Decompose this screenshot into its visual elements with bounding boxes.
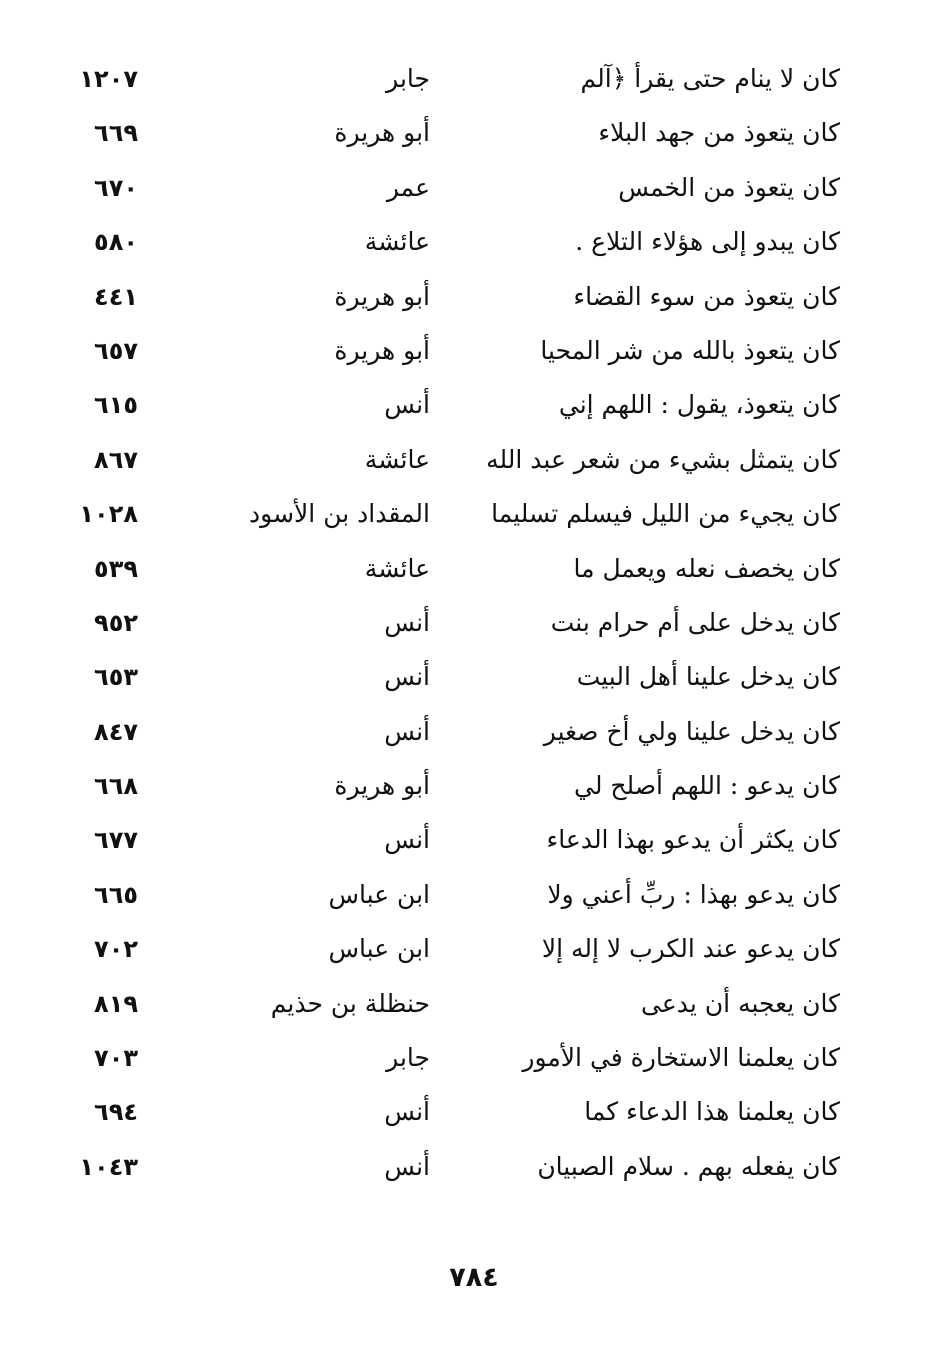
index-row bbox=[40, 270, 870, 324]
page-reference: ٦٧٠ bbox=[94, 173, 138, 202]
page-reference: ٤٤١ bbox=[94, 282, 138, 311]
hadith-text: كان يعجبه أن يدعى bbox=[641, 988, 840, 1018]
index-row bbox=[40, 1085, 870, 1139]
page-reference: ٦٦٥ bbox=[94, 880, 138, 909]
index-row bbox=[40, 813, 870, 867]
hadith-text: كان يكثر أن يدعو بهذا الدعاء bbox=[546, 825, 840, 855]
narrator-name: عائشة bbox=[364, 444, 430, 474]
index-row bbox=[40, 52, 870, 106]
page-number: ٧٨٤ bbox=[449, 1262, 499, 1293]
narrator-name: المقداد بن الأسود bbox=[249, 499, 430, 529]
page-reference: ٥٨٠ bbox=[94, 228, 138, 257]
index-row bbox=[40, 1140, 870, 1194]
hadith-text: كان يدخل على أم حرام بنت bbox=[550, 607, 840, 637]
index-row bbox=[40, 922, 870, 976]
narrator-name: أنس bbox=[384, 1151, 430, 1181]
narrator-name: ابن عباس bbox=[328, 934, 430, 964]
hadith-text: كان يدخل علينا ولي أخ صغير bbox=[543, 716, 840, 746]
hadith-text: كان يبدو إلى هؤلاء التلاع . bbox=[575, 227, 840, 257]
narrator-name: أنس bbox=[384, 662, 430, 692]
narrator-name: حنظلة بن حذيم bbox=[270, 988, 430, 1018]
hadith-text: كان يتعوذ بالله من شر المحيا bbox=[540, 335, 840, 365]
hadith-text: كان يتعوذ من سوء القضاء bbox=[573, 281, 840, 311]
page-reference: ٦٩٤ bbox=[94, 1098, 138, 1127]
index-row bbox=[40, 433, 870, 487]
page-reference: ٨٦٧ bbox=[94, 445, 138, 474]
index-row bbox=[40, 596, 870, 650]
hadith-text: كان يدعو بهذا : ربِّ أعني ولا bbox=[547, 879, 840, 909]
page-reference: ١٠٤٣ bbox=[79, 1152, 138, 1181]
page-reference: ٨١٩ bbox=[94, 989, 138, 1018]
narrator-name: أبو هريرة bbox=[334, 771, 430, 801]
hadith-text: كان يتعوذ من الخمس bbox=[618, 172, 840, 202]
hadith-text: كان يفعله بهم . سلام الصبيان bbox=[537, 1151, 840, 1181]
hadith-index-table bbox=[40, 52, 870, 1194]
index-row bbox=[40, 106, 870, 160]
index-row bbox=[40, 650, 870, 704]
index-row bbox=[40, 324, 870, 378]
index-row bbox=[40, 542, 870, 596]
narrator-name: جابر bbox=[386, 64, 430, 93]
hadith-text: كان يدخل علينا أهل البيت bbox=[576, 662, 840, 692]
narrator-name: جابر bbox=[386, 1043, 430, 1073]
hadith-text: كان يخصف نعله ويعمل ما bbox=[573, 553, 840, 583]
page-reference: ١٢٠٧ bbox=[79, 65, 138, 93]
page-reference: ٧٠٣ bbox=[94, 1044, 138, 1073]
page-reference: ٩٥٢ bbox=[94, 608, 138, 637]
page-reference: ٦٥٧ bbox=[94, 336, 138, 365]
narrator-name: أبو هريرة bbox=[334, 118, 430, 148]
narrator-name: أنس bbox=[384, 390, 430, 420]
page-reference: ١٠٢٨ bbox=[79, 500, 138, 529]
hadith-text: كان لا ينام حتى يقرأ ﴿آلم bbox=[580, 64, 840, 93]
index-row bbox=[40, 705, 870, 759]
narrator-name: عائشة bbox=[364, 227, 430, 257]
hadith-text: كان يتمثل بشيء من شعر عبد الله bbox=[486, 444, 840, 474]
hadith-text: كان يعلمنا هذا الدعاء كما bbox=[584, 1097, 840, 1127]
index-row bbox=[40, 977, 870, 1031]
page-reference: ٦٧٧ bbox=[94, 826, 138, 855]
narrator-name: أنس bbox=[384, 1097, 430, 1127]
page-reference: ٦١٥ bbox=[94, 391, 138, 420]
narrator-name: أبو هريرة bbox=[334, 335, 430, 365]
page-reference: ٦٦٨ bbox=[94, 772, 138, 801]
narrator-name: أنس bbox=[384, 825, 430, 855]
index-row bbox=[40, 759, 870, 813]
index-row bbox=[40, 161, 870, 215]
index-row bbox=[40, 487, 870, 541]
narrator-name: ابن عباس bbox=[328, 879, 430, 909]
hadith-text: كان يتعوذ، يقول : اللهم إني bbox=[558, 390, 840, 420]
narrator-name: أنس bbox=[384, 716, 430, 746]
hadith-text: كان يدعو عند الكرب لا إله إلا bbox=[541, 934, 840, 964]
narrator-name: أبو هريرة bbox=[334, 281, 430, 311]
narrator-name: عمر bbox=[386, 172, 430, 202]
narrator-name: أنس bbox=[384, 607, 430, 637]
hadith-text: كان يجيء من الليل فيسلم تسليما bbox=[491, 499, 840, 529]
index-row bbox=[40, 378, 870, 432]
page-reference: ٨٤٧ bbox=[94, 717, 138, 746]
hadith-text: كان يعلمنا الاستخارة في الأمور bbox=[522, 1043, 840, 1073]
index-row bbox=[40, 868, 870, 922]
page-reference: ٥٣٩ bbox=[94, 554, 138, 583]
index-row bbox=[40, 1031, 870, 1085]
narrator-name: عائشة bbox=[364, 553, 430, 583]
index-row bbox=[40, 215, 870, 269]
hadith-text: كان يدعو : اللهم أصلح لي bbox=[574, 771, 840, 801]
page-reference: ٧٠٢ bbox=[94, 935, 138, 964]
hadith-text: كان يتعوذ من جهد البلاء bbox=[598, 118, 840, 148]
page-reference: ٦٥٣ bbox=[94, 663, 138, 692]
page-reference: ٦٦٩ bbox=[94, 119, 138, 148]
